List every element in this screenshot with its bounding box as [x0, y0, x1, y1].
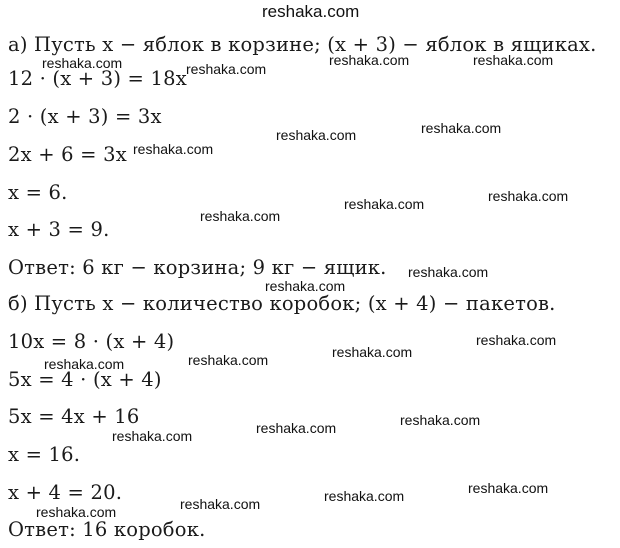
watermark: reshaka.com: [200, 208, 281, 224]
solution-line-a-answer: Ответ: 6 кг − корзина; 9 кг − ящик.: [8, 256, 387, 279]
watermark: reshaka.com: [468, 480, 549, 496]
solution-line-b-equation: 10x = 8 · (x + 4): [8, 330, 175, 353]
watermark: reshaka.com: [329, 52, 410, 68]
watermark: reshaka.com: [133, 141, 214, 157]
watermark: reshaka.com: [473, 52, 554, 68]
solution-line-a-equation: 12 · (x + 3) = 18x: [8, 67, 187, 90]
solution-line-a-x-value: x = 6.: [8, 181, 68, 204]
solution-line-a-expanded: 2x + 6 = 3x: [8, 143, 127, 166]
watermark: reshaka.com: [188, 352, 269, 368]
solution-line-a-simplified: 2 · (x + 3) = 3x: [8, 105, 162, 128]
watermark: reshaka.com: [332, 344, 413, 360]
solution-line-b-x4-value: x + 4 = 20.: [8, 481, 123, 504]
watermark: reshaka.com: [408, 264, 489, 280]
solution-line-b-answer: Ответ: 16 коробок.: [8, 518, 206, 541]
solution-line-a-x3-value: x + 3 = 9.: [8, 218, 110, 241]
watermark-header: reshaka.com: [262, 2, 360, 21]
watermark: reshaka.com: [324, 488, 405, 504]
solution-line-b-x-value: x = 16.: [8, 443, 81, 466]
watermark: reshaka.com: [180, 496, 261, 512]
watermark: reshaka.com: [112, 428, 193, 444]
watermark: reshaka.com: [400, 412, 481, 428]
watermark: reshaka.com: [488, 188, 569, 204]
solution-line-a-statement: а) Пусть x − яблок в корзине; (x + 3) − яблок в ящиках.: [8, 33, 597, 56]
watermark: reshaka.com: [476, 332, 557, 348]
watermark: reshaka.com: [42, 55, 123, 71]
solution-line-b-statement: б) Пусть x − количество коробок; (x + 4) − пакетов.: [8, 292, 556, 315]
solution-line-b-simplified: 5x = 4 · (x + 4): [8, 368, 162, 391]
solution-line-b-expanded: 5x = 4x + 16: [8, 405, 140, 428]
watermark: reshaka.com: [344, 196, 425, 212]
watermark: reshaka.com: [36, 504, 117, 520]
watermark: reshaka.com: [44, 356, 125, 372]
watermark: reshaka.com: [256, 420, 337, 436]
watermark: reshaka.com: [186, 61, 267, 77]
watermark: reshaka.com: [276, 127, 357, 143]
watermark: reshaka.com: [265, 278, 346, 294]
watermark: reshaka.com: [421, 120, 502, 136]
